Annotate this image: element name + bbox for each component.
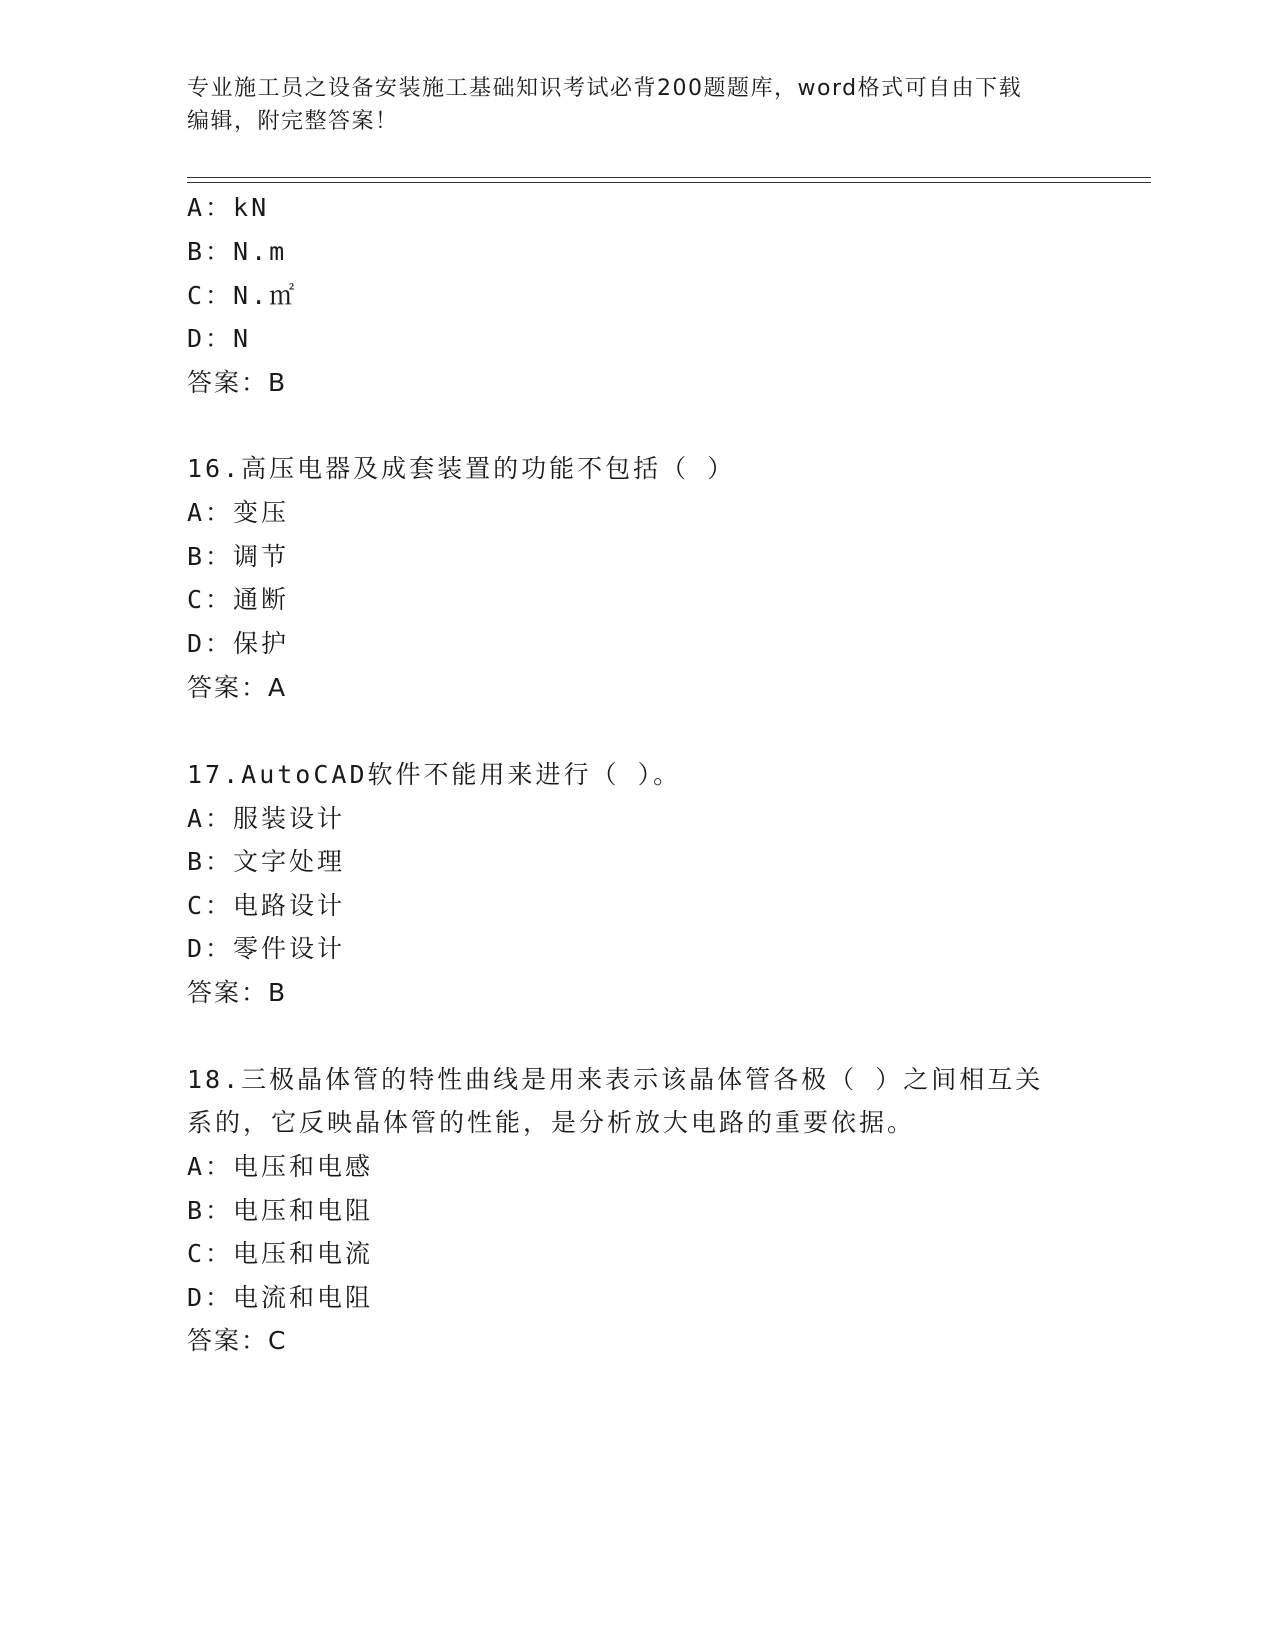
q18-option-c: C：电压和电流 — [187, 1239, 374, 1268]
q17-option-d: D：零件设计 — [187, 934, 346, 963]
q18-question-line-2: 系的，它反映晶体管的性能，是分析放大电路的重要依据。 — [187, 1108, 916, 1137]
q16-question: 16.高压电器及成套装置的功能不包括（ ） — [187, 454, 736, 483]
header-divider-top — [187, 177, 1151, 178]
q17-option-b: B：文字处理 — [187, 847, 346, 876]
q16-option-d: D：保护 — [187, 629, 290, 658]
q17-answer: 答案：B — [187, 978, 288, 1007]
q18-option-b: B：电压和电阻 — [187, 1196, 374, 1225]
q17-option-a: A：服装设计 — [187, 804, 346, 833]
prev-option-c: C：N.㎡ — [187, 281, 298, 310]
q18-option-d: D：电流和电阻 — [187, 1283, 374, 1312]
document-header — [187, 72, 1067, 138]
q16-option-a: A：变压 — [187, 498, 290, 527]
header-line-2: 编辑，附完整答案！ — [187, 109, 399, 134]
q16-option-c: C：通断 — [187, 585, 290, 614]
header-divider-bottom — [187, 182, 1151, 183]
prev-option-a: A：kN — [187, 193, 270, 222]
prev-answer: 答案：B — [187, 368, 288, 397]
header-line-1: 专业施工员之设备安装施工基础知识考试必背200题题库，word格式可自由下载 — [187, 76, 1023, 101]
q17-question: 17.AutoCAD软件不能用来进行（ ）。 — [187, 760, 682, 789]
q16-answer: 答案：A — [187, 673, 288, 702]
q18-answer: 答案：C — [187, 1326, 288, 1355]
prev-option-d: D：N — [187, 324, 252, 353]
q16-option-b: B：调节 — [187, 542, 290, 571]
q18-option-a: A：电压和电感 — [187, 1152, 374, 1181]
q17-option-c: C：电路设计 — [187, 891, 346, 920]
prev-option-b: B：N.m — [187, 237, 288, 266]
q18-question-line-1: 18.三极晶体管的特性曲线是用来表示该晶体管各极（ ）之间相互关 — [187, 1065, 1044, 1094]
